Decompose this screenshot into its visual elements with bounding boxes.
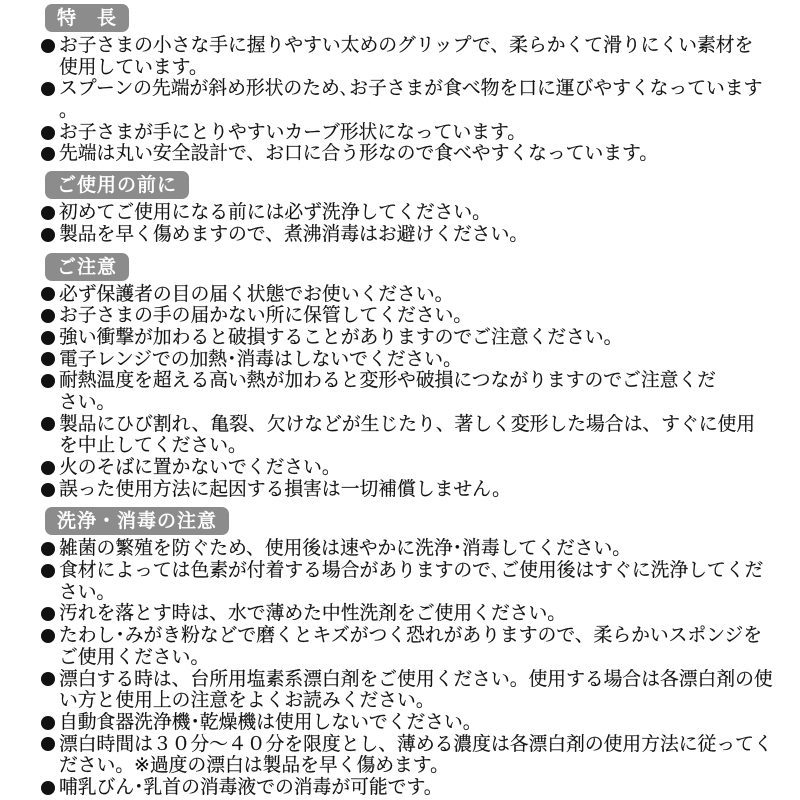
list-item <box>0 560 800 603</box>
item-text: たわし･みがき粉などで磨くとキズがつく恐れがありますので、柔らかいスポンジを <box>59 625 763 647</box>
section-cautions <box>0 253 800 501</box>
item-line <box>0 625 800 647</box>
list-item <box>0 538 800 560</box>
list-item <box>0 143 800 165</box>
item-text: 誤った使用方法に起因する損害は一切補償しません。 <box>59 478 511 500</box>
item-text: お子さまが手にとりやすいカーブ形状になっています。 <box>59 121 527 143</box>
list-item <box>0 712 800 734</box>
item-line <box>0 202 800 224</box>
item-text: 耐熱温度を超える高い熱が加わると変形や破損につながりますのでご注意くだ <box>59 370 716 392</box>
bullet-icon <box>41 309 55 323</box>
item-text: 強い衝撃が加わると破損することがありますのでご注意ください。 <box>59 326 623 348</box>
section-header-before-use: ご使用の前に <box>45 171 189 199</box>
bullet-icon <box>41 331 55 345</box>
item-line-continued: を中止してください。 <box>59 435 247 457</box>
item-line <box>0 414 800 436</box>
item-line <box>0 327 800 349</box>
bullet-icon <box>41 737 55 751</box>
item-text: 哺乳びん･乳首の消毒液での消毒が可能です。 <box>59 776 443 798</box>
bullet-icon <box>41 417 55 431</box>
item-line <box>0 777 800 799</box>
bullet-icon <box>41 147 55 161</box>
item-line-continued: ださい。※過度の漂白は製品を早く傷めます。 <box>59 755 449 777</box>
item-line <box>0 603 800 625</box>
section-header-cautions: ご注意 <box>45 253 129 281</box>
item-text: 雑菌の繁殖を防ぐため、使用後は速やかに洗浄･消毒してください。 <box>59 538 632 560</box>
list-item <box>0 35 800 78</box>
list-item <box>0 777 800 799</box>
item-text: 製品にひび割れ、亀裂、欠けなどが生じたり、著しく変形した場合は、すぐに使用 <box>59 413 756 435</box>
list-item <box>0 669 800 712</box>
item-text: 初めてご使用になる前には必ず洗浄してください。 <box>59 202 491 224</box>
bullet-icon <box>41 781 55 795</box>
list-item <box>0 625 800 668</box>
item-text: お子さまの小さな手に握りやすい太めのグリップで、柔らかくて滑りにくい素材を <box>59 35 754 56</box>
item-line <box>0 479 800 501</box>
item-text: 火のそばに置かないでください。 <box>59 457 341 478</box>
bullet-icon <box>41 374 55 388</box>
item-line-continued: さい。 <box>59 581 116 603</box>
bullet-icon <box>41 629 55 643</box>
list-item <box>0 370 800 413</box>
bullet-icon <box>41 39 55 53</box>
bullet-icon <box>41 716 55 730</box>
bullet-icon <box>41 461 55 475</box>
list-item <box>0 224 800 246</box>
list-item <box>0 479 800 501</box>
item-line <box>0 734 800 756</box>
item-line <box>0 669 800 691</box>
list-item <box>0 414 800 457</box>
item-text: 先端は丸い安全設計で、お口に合う形なので食べやすくなっています。 <box>59 143 659 165</box>
bullet-icon <box>41 542 55 556</box>
item-text: 漂白する時は、台所用塩素系漂白剤をご使用ください。使用する場合は各漂白剤の使 <box>59 668 773 690</box>
bullet-icon <box>41 287 55 301</box>
list-item <box>0 202 800 224</box>
item-text: 必ず保護者の目の届く状態でお使いください。 <box>59 283 454 305</box>
item-line-continued: い方と使用上の注意をよくお読みください。 <box>59 690 435 712</box>
bullet-icon <box>41 352 55 366</box>
section-before-use <box>0 171 800 245</box>
section-header-features: 特 長 <box>45 4 129 32</box>
item-text: 自動食器洗浄機･乾燥機は使用しないでください。 <box>59 711 482 733</box>
item-line <box>0 712 800 734</box>
item-line-continued: ご使用ください。 <box>59 646 210 668</box>
item-line-continued: 。 <box>59 100 78 122</box>
list-item <box>0 327 800 349</box>
item-line <box>0 78 800 100</box>
item-text: お子さまの手の届かない所に保管してください。 <box>59 305 473 327</box>
bullet-icon <box>41 607 55 621</box>
list-item <box>0 734 800 777</box>
item-line <box>0 224 800 246</box>
bullet-icon <box>41 126 55 140</box>
item-line <box>0 122 800 144</box>
list-item <box>0 78 800 121</box>
item-line <box>0 457 800 479</box>
item-text: 漂白時間は３０分～４０分を限度とし、薄める濃度は各漂白剤の使用方法に従ってく <box>59 733 773 755</box>
bullet-icon <box>41 82 55 96</box>
list-item <box>0 284 800 306</box>
item-line <box>0 560 800 582</box>
item-line <box>0 35 800 57</box>
list-item <box>0 349 800 371</box>
item-line <box>0 284 800 306</box>
bullet-icon <box>41 672 55 686</box>
item-line <box>0 349 800 371</box>
list-item <box>0 122 800 144</box>
item-text: 汚れを落とす時は、水で薄めた中性洗剤をご使用ください。 <box>59 603 567 625</box>
item-line <box>0 538 800 560</box>
item-line <box>0 143 800 165</box>
item-text: 製品を早く傷めますので、煮沸消毒はお避けください。 <box>59 223 529 245</box>
bullet-icon <box>41 228 55 242</box>
section-cleaning <box>0 507 800 798</box>
item-text: 食材によっては色素が付着する場合がありますので､ご使用後はすぐに洗浄してくだ <box>59 560 764 582</box>
bullet-icon <box>41 206 55 220</box>
item-line <box>0 370 800 392</box>
list-item <box>0 305 800 327</box>
item-line-continued: 使用しています。 <box>59 56 208 78</box>
item-text: 電子レンジでの加熱･消毒はしないでください。 <box>59 348 462 370</box>
bullet-icon <box>41 564 55 578</box>
list-item <box>0 457 800 479</box>
item-text: スプーンの先端が斜め形状のため､お子さまが食べ物を口に運びやすくなっています <box>59 78 763 100</box>
item-line <box>0 305 800 327</box>
section-features <box>0 4 800 165</box>
list-item <box>0 603 800 625</box>
bullet-icon <box>41 483 55 497</box>
item-line-continued: さい。 <box>59 391 116 413</box>
section-header-cleaning: 洗浄・消毒の注意 <box>45 507 229 535</box>
